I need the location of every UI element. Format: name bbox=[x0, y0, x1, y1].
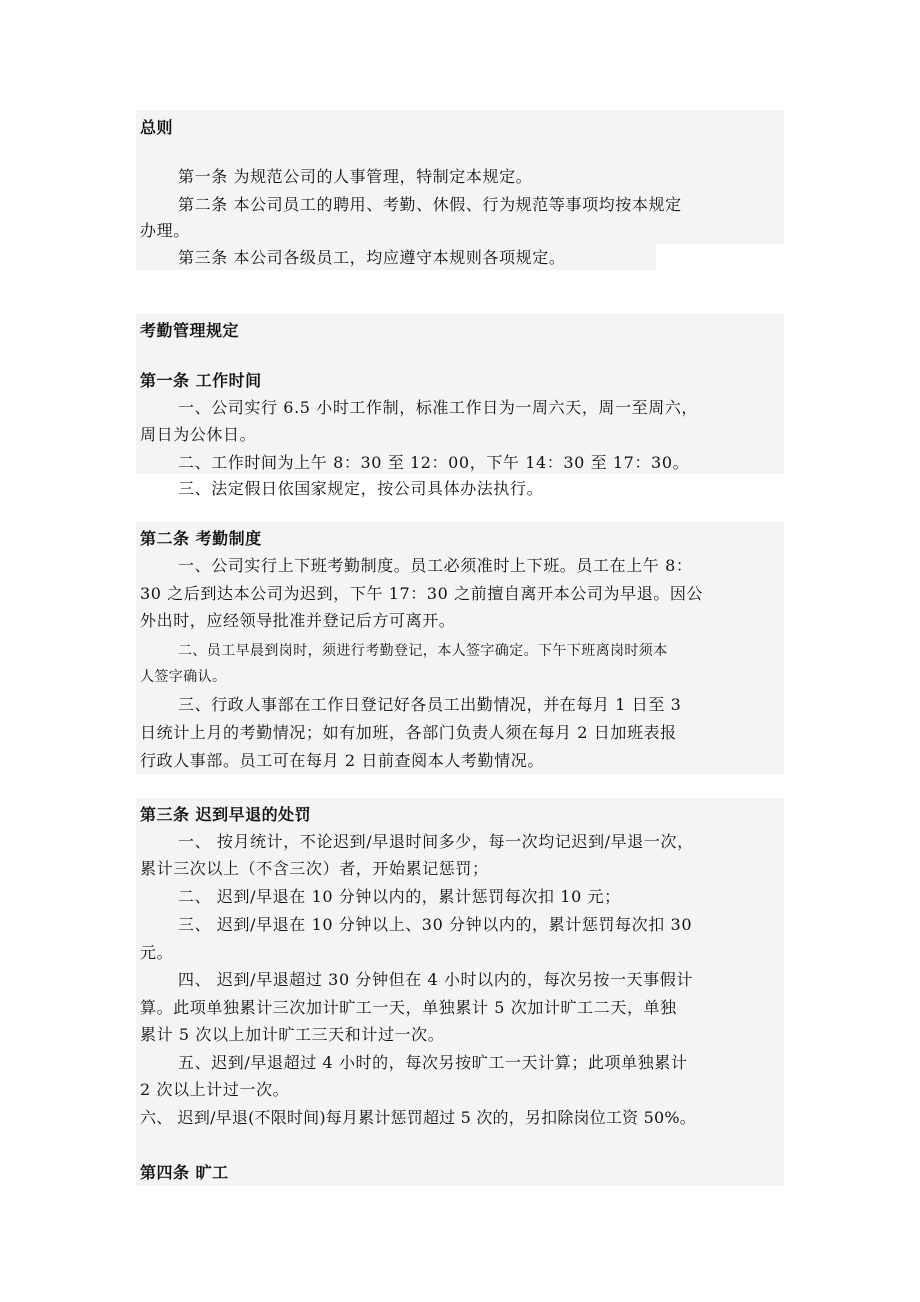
paragraph-line: 一、公司实行上下班考勤制度。员工必须准时上下班。员工在上午 8： bbox=[178, 556, 693, 575]
paragraph-line: 第一条 为规范公司的人事管理，特制定本规定。 bbox=[178, 167, 533, 186]
paragraph-line: 周日为公休日。 bbox=[140, 425, 257, 444]
article-heading: 第二条 考勤制度 bbox=[140, 529, 262, 548]
paragraph-line: 二、 迟到/早退在 10 分钟以内的，累计惩罚每次扣 10 元； bbox=[178, 887, 621, 906]
paragraph-line: 2 次以上计过一次。 bbox=[140, 1080, 290, 1099]
article-heading: 第一条 工作时间 bbox=[140, 371, 262, 390]
paragraph-line: 三、行政人事部在工作日登记好各员工出勤情况，并在每月 1 日至 3 bbox=[178, 695, 682, 714]
paragraph-line: 二、员工早晨到岗时，须进行考勤登记，本人签字确定。下午下班离岗时须本 bbox=[178, 643, 668, 659]
paragraph-line: 人签字确认。 bbox=[140, 669, 227, 685]
paragraph-line: 算。此项单独累计三次加计旷工一天，单独累计 5 次加计旷工二天，单独 bbox=[140, 998, 677, 1017]
paragraph-line: 五、迟到/早退超过 4 小时的，每次另按旷工一天计算；此项单独累计 bbox=[178, 1053, 688, 1072]
paragraph-line: 六、 迟到/早退(不限时间)每月累计惩罚超过 5 次的，另扣除岗位工资 50%。 bbox=[140, 1108, 696, 1127]
paragraph-line: 累计三次以上（不含三次）者，开始累记惩罚； bbox=[140, 859, 489, 878]
paragraph-line: 行政人事部。员工可在每月 2 日前查阅本人考勤情况。 bbox=[140, 751, 544, 770]
paragraph-line: 30 之后到达本公司为迟到，下午 17：30 之前擅自离开本公司为早退。因公 bbox=[140, 584, 704, 603]
paragraph-line: 三、 迟到/早退在 10 分钟以上、30 分钟以内的，累计惩罚每次扣 30 bbox=[178, 915, 693, 934]
article-heading: 第四条 旷工 bbox=[140, 1163, 229, 1182]
section-title-general: 总则 bbox=[140, 118, 174, 137]
paragraph-line: 二、工作时间为上午 8：30 至 12：00，下午 14：30 至 17：30。 bbox=[178, 453, 690, 472]
paragraph-line: 第三条 本公司各级员工，均应遵守本规则各项规定。 bbox=[178, 248, 566, 267]
paragraph-line: 第二条 本公司员工的聘用、考勤、休假、行为规范等事项均按本规定 bbox=[178, 195, 682, 214]
paragraph-line: 一、 按月统计，不论迟到/早退时间多少，每一次均记迟到/早退一次， bbox=[178, 832, 694, 851]
paragraph-line: 办理。 bbox=[140, 221, 190, 240]
paragraph-line: 一、公司实行 6.5 小时工作制，标准工作日为一周六天，周一至周六， bbox=[178, 398, 699, 417]
article-heading: 第三条 迟到早退的处罚 bbox=[140, 805, 312, 824]
paragraph-line: 四、 迟到/早退超过 30 分钟但在 4 小时以内的，每次另按一天事假计 bbox=[178, 970, 693, 989]
paragraph-line: 元。 bbox=[140, 943, 174, 962]
paragraph-line: 外出时，应经领导批准并登记后方可离开。 bbox=[140, 611, 456, 630]
paragraph-line: 三、法定假日依国家规定，按公司具体办法执行。 bbox=[178, 479, 544, 498]
paragraph-line: 日统计上月的考勤情况；如有加班，各部门负责人须在每月 2 日加班表报 bbox=[140, 723, 677, 742]
section-title-attendance: 考勤管理规定 bbox=[140, 321, 240, 340]
paragraph-line: 累计 5 次以上加计旷工三天和计过一次。 bbox=[140, 1025, 445, 1044]
